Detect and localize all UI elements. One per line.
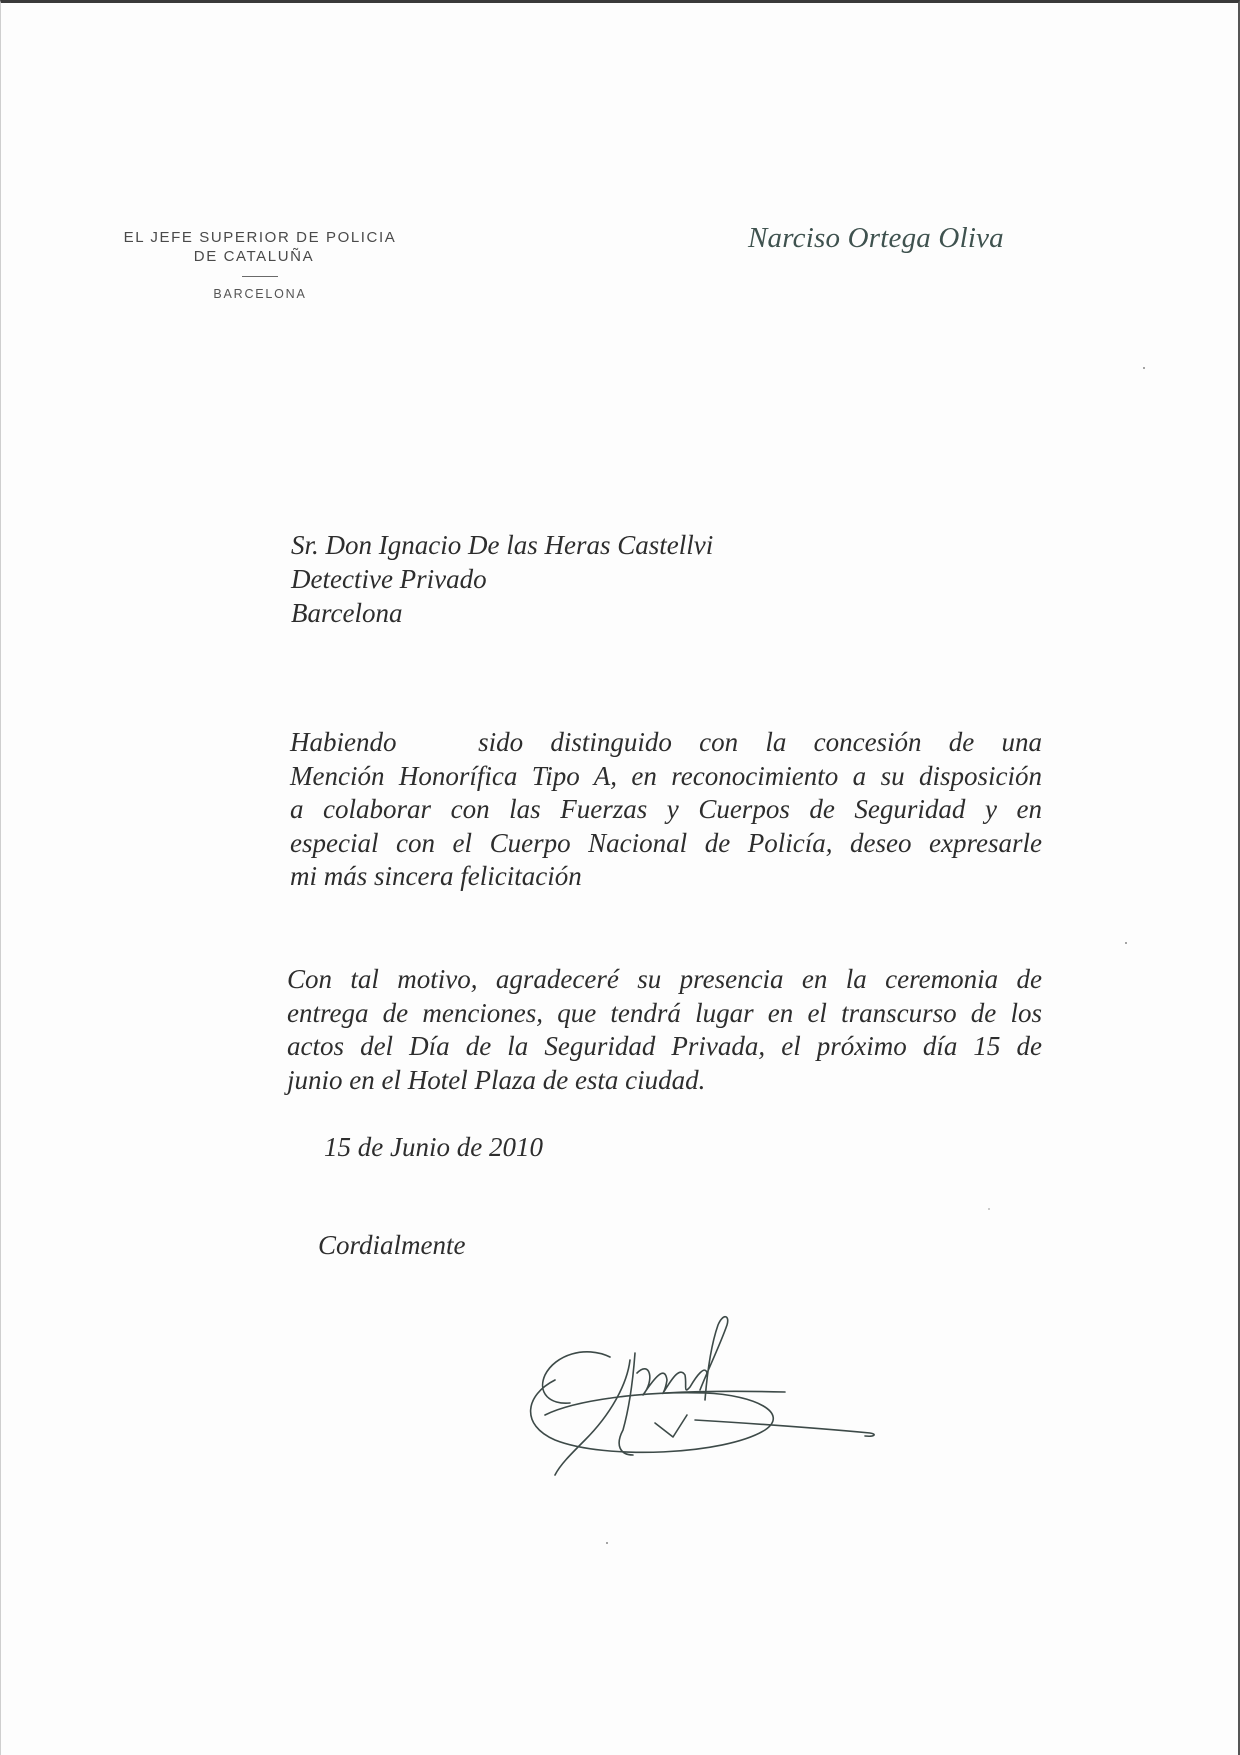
scan-speck	[1143, 367, 1145, 369]
paragraph-line: junio en el Hotel Plaza de esta ciudad.	[287, 1064, 706, 1095]
paragraph-line: Mención Honorífica Tipo A, en reconocimiento a su disposición	[290, 760, 1042, 791]
letterhead	[90, 228, 430, 304]
letterhead-divider	[242, 276, 278, 277]
paragraph-line: especial con el Cuerpo Nacional de Policía, deseo expresarle	[290, 827, 1042, 858]
paragraph-invitation	[287, 963, 1042, 1097]
recipient-name: Sr. Don Ignacio De las Heras Castellvi	[291, 530, 714, 560]
paragraph-line: Con tal motivo, agradeceré su presencia en la ceremonia de	[287, 964, 1042, 994]
letterhead-city: BARCELONA	[213, 287, 307, 301]
paragraph-congratulation	[290, 726, 1042, 894]
scan-speck	[988, 1208, 990, 1210]
closing-salutation: Cordialmente	[318, 1230, 466, 1260]
recipient-block	[291, 528, 713, 630]
letterhead-region: DE CATALUÑA	[193, 248, 315, 265]
recipient-title: Detective Privado	[291, 564, 487, 594]
scan-speck	[1125, 942, 1127, 944]
scan-speck	[606, 1542, 608, 1544]
recipient-city: Barcelona	[291, 598, 403, 628]
paragraph-line: Habiendo sido distinguido con la concesión de una	[290, 727, 1042, 757]
handwritten-signature	[515, 1305, 885, 1485]
paragraph-line: entrega de menciones, que tendrá lugar en el transcurso de los	[287, 997, 1042, 1028]
sender-name: Narciso Ortega Oliva	[748, 222, 1004, 254]
paragraph-line: mi más sincera felicitación	[290, 861, 582, 891]
paragraph-line: actos del Día de la Seguridad Privada, el próximo día 15 de	[287, 1031, 1042, 1061]
paragraph-line: a colaborar con las Fuerzas y Cuerpos de Seguridad y en	[290, 794, 1042, 824]
letter-date: 15 de Junio de 2010	[324, 1132, 543, 1162]
letterhead-title: EL JEFE SUPERIOR DE POLICIA	[123, 229, 397, 246]
